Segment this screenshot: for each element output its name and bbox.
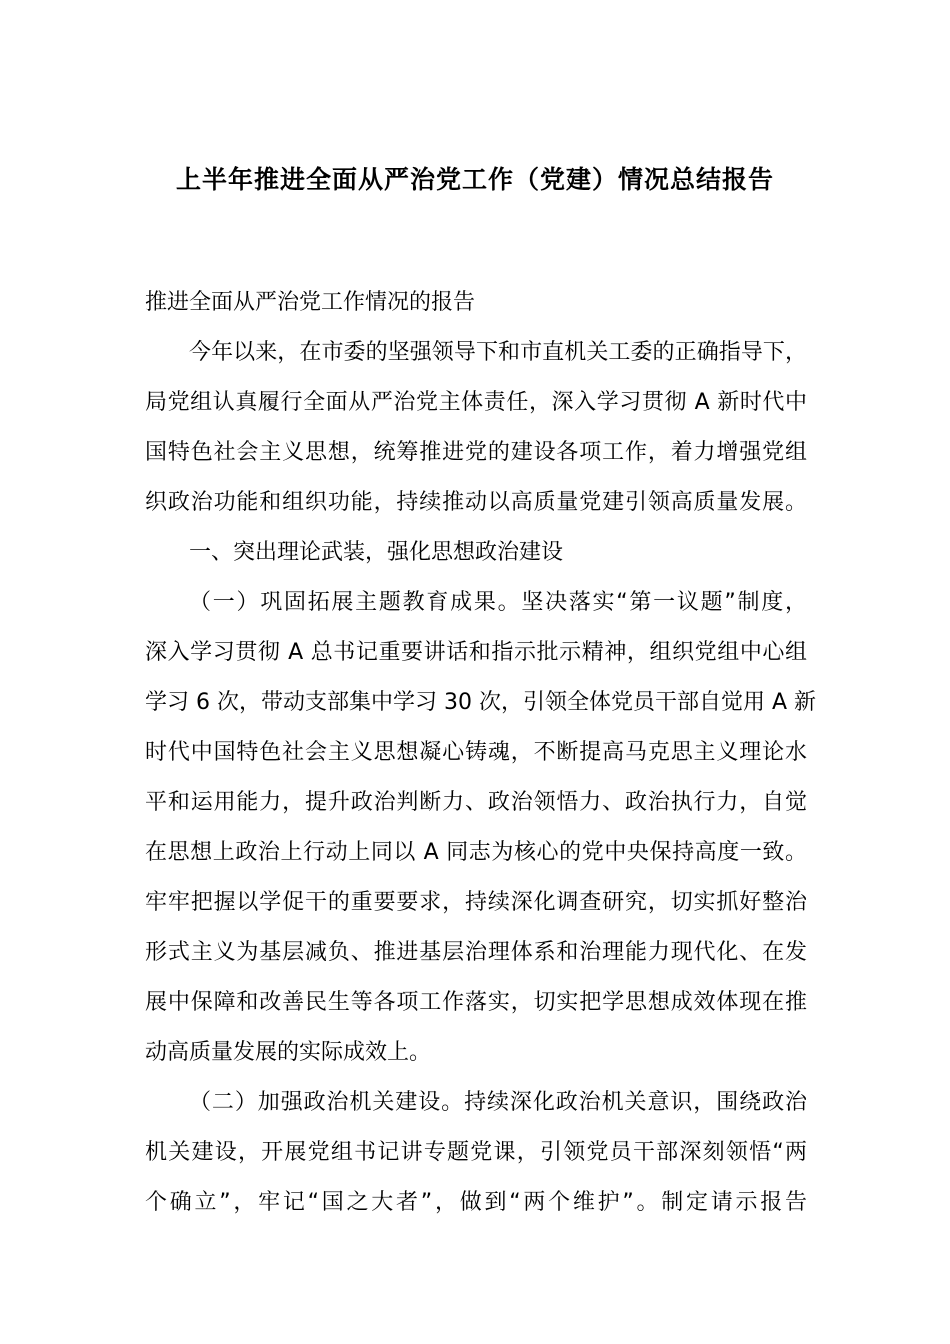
- paragraph-line: 一、突出理论武装，强化思想政治建设: [189, 540, 564, 565]
- paragraph-line: 推进全面从严治党工作情况的报告: [145, 290, 476, 315]
- paragraph-line: 学习 6 次，带动支部集中学习 30 次，引领全体党员干部自觉用 A 新: [145, 690, 817, 715]
- document-title: 上半年推进全面从严治党工作（党建）情况总结报告: [175, 165, 774, 194]
- section-heading: [145, 528, 807, 578]
- document-subtitle: [145, 278, 807, 328]
- paragraph-line: 织政治功能和组织功能，持续推动以高质量党建引领高质量发展。: [145, 490, 807, 515]
- paragraph-line: 时代中国特色社会主义思想凝心铸魂，不断提高马克思主义理论水: [145, 740, 807, 765]
- document-body: [145, 278, 817, 1228]
- paragraph-line: （二）加强政治机关建设。持续深化政治机关意识，围绕政治: [189, 1090, 807, 1115]
- paragraph-line: 局党组认真履行全面从严治党主体责任，深入学习贯彻 A 新时代中: [145, 390, 807, 415]
- paragraph-line: 机关建设，开展党组书记讲专题党课，引领党员干部深刻领悟“两: [145, 1140, 807, 1165]
- paragraph-line: 个确立”，牢记“国之大者”，做到“两个维护”。制定请示报告: [145, 1190, 807, 1215]
- paragraph-line: （一）巩固拓展主题教育成果。坚决落实“第一议题”制度，: [189, 590, 807, 615]
- paragraph-intro: [145, 328, 807, 528]
- paragraph-line: 国特色社会主义思想，统筹推进党的建设各项工作，着力增强党组: [145, 440, 807, 465]
- paragraph-section-2: [145, 1078, 807, 1228]
- paragraph-line: 在思想上政治上行动上同以 A 同志为核心的党中央保持高度一致。: [145, 840, 807, 865]
- paragraph-line: 展中保障和改善民生等各项工作落实，切实把学思想成效体现在推: [145, 990, 807, 1015]
- paragraph-section-1: [145, 578, 817, 1078]
- paragraph-line: 牢牢把握以学促干的重要要求，持续深化调查研究，切实抓好整治: [145, 890, 807, 915]
- paragraph-line: 平和运用能力，提升政治判断力、政治领悟力、政治执行力，自觉: [145, 790, 807, 815]
- paragraph-line: 深入学习贯彻 A 总书记重要讲话和指示批示精神，组织党组中心组: [145, 640, 807, 665]
- paragraph-line: 今年以来，在市委的坚强领导下和市直机关工委的正确指导下，: [189, 340, 807, 365]
- paragraph-line: 形式主义为基层减负、推进基层治理体系和治理能力现代化、在发: [145, 940, 807, 965]
- paragraph-line: 动高质量发展的实际成效上。: [145, 1040, 432, 1065]
